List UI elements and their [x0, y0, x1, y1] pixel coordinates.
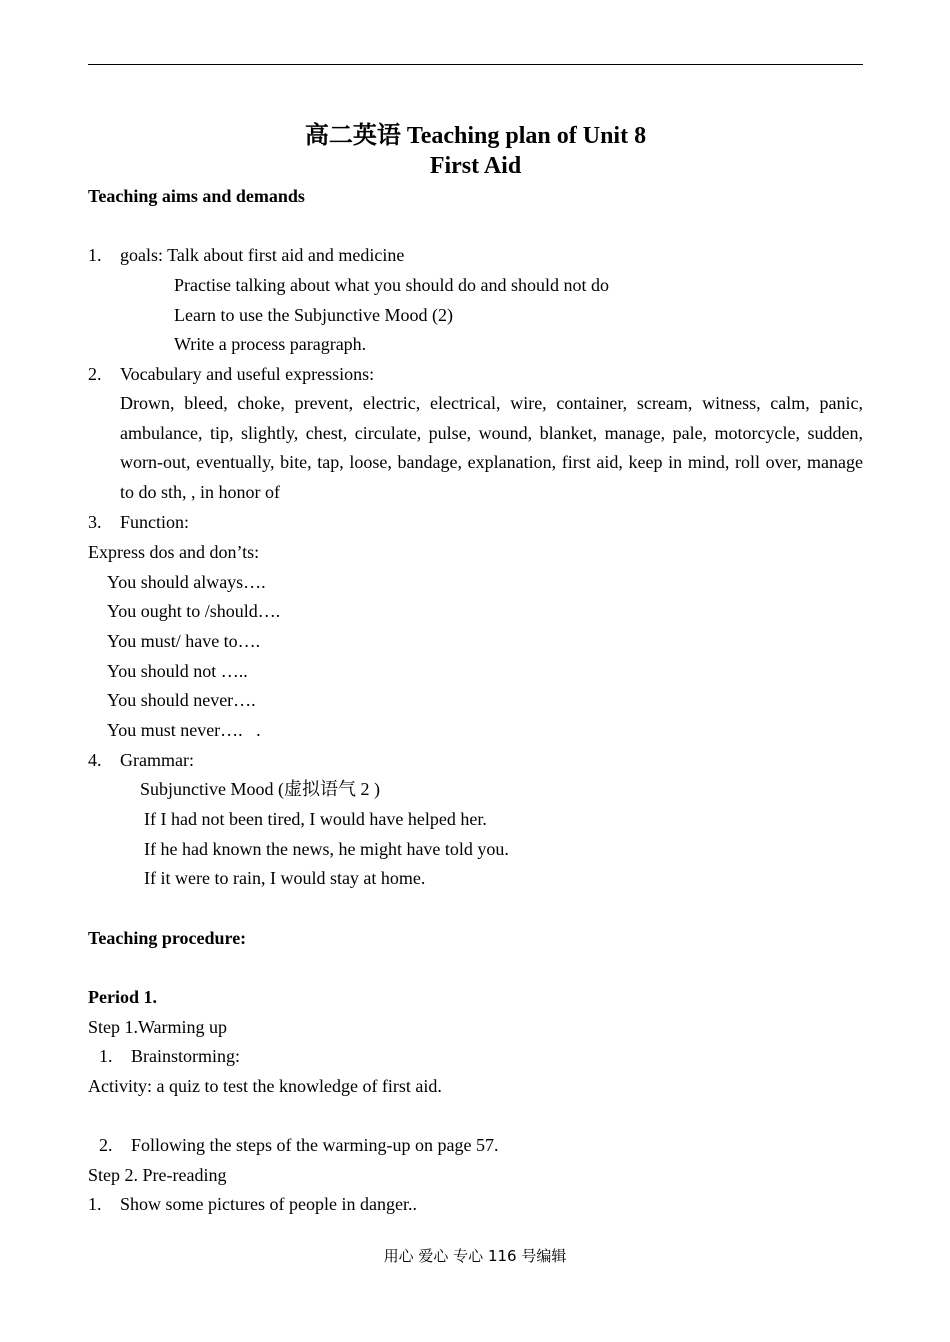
procedure-heading: Teaching procedure:	[88, 928, 247, 948]
period-heading: Period 1.	[88, 987, 157, 1007]
step-2-item-1-number: 1.	[88, 1194, 102, 1214]
page-footer: 用心 爱心 专心 116 号编辑	[383, 1247, 567, 1265]
aims-item-1-number: 1.	[88, 245, 102, 265]
header-rule	[88, 64, 863, 65]
aims-item-2	[88, 362, 374, 386]
aims-item-2-number: 2.	[88, 364, 102, 384]
activity-line: Activity: a quiz to test the knowledge of first aid.	[88, 1076, 442, 1096]
aims-item-3-text: Function:	[120, 512, 190, 532]
aims-item-3	[88, 510, 189, 534]
goal-line: Practise talking about what you should do and should not do	[174, 275, 609, 295]
step-1-item-1	[99, 1044, 240, 1068]
step-2-heading: Step 2. Pre-reading	[88, 1165, 227, 1185]
goal-line: Learn to use the Subjunctive Mood (2)	[174, 305, 453, 325]
aims-item-3-number: 3.	[88, 512, 102, 532]
grammar-example: If I had not been tired, I would have helped her.	[144, 809, 487, 829]
step-1-heading: Step 1.Warming up	[88, 1017, 228, 1037]
aims-heading: Teaching aims and demands	[88, 186, 305, 206]
aims-item-2-text: Vocabulary and useful expressions:	[120, 364, 375, 384]
function-phrase: You must/ have to….	[107, 631, 261, 651]
step-1-item-2	[99, 1133, 498, 1157]
function-phrase: You ought to /should….	[107, 601, 281, 621]
aims-item-1	[88, 243, 404, 267]
function-phrase: You must never…. .	[107, 720, 261, 740]
aims-item-4-number: 4.	[88, 750, 102, 770]
grammar-example: If he had known the news, he might have told you.	[144, 839, 509, 859]
step-1-item-1-number: 1.	[99, 1046, 113, 1066]
document-title: 高二英语 Teaching plan of Unit 8	[304, 123, 647, 149]
step-1-item-1-text: Brainstorming:	[131, 1046, 240, 1066]
grammar-topic: Subjunctive Mood (虚拟语气 2 )	[140, 779, 380, 799]
aims-item-1-text: goals: Talk about first aid and medicine	[120, 245, 405, 265]
step-1-item-2-number: 2.	[99, 1135, 113, 1155]
step-1-item-2-text: Following the steps of the warming-up on page 57.	[131, 1135, 499, 1155]
step-2-item-1	[88, 1192, 417, 1216]
grammar-example: If it were to rain, I would stay at home.	[144, 868, 426, 888]
aims-item-4-text: Grammar:	[120, 750, 194, 770]
function-phrase: You should always….	[107, 572, 266, 592]
function-intro: Express dos and don’ts:	[88, 542, 260, 562]
function-phrase: You should never….	[107, 690, 256, 710]
goal-line: Write a process paragraph.	[174, 334, 367, 354]
function-phrase: You should not …..	[107, 661, 248, 681]
aims-item-4	[88, 748, 194, 772]
step-2-item-1-text: Show some pictures of people in danger..	[120, 1194, 417, 1214]
document-subtitle: First Aid	[429, 153, 522, 179]
vocabulary-paragraph: Drown, bleed, choke, prevent, electric, electrical, wire, container, scream, witness, calm, panic, ambulance, tip, slightly, chest, circulate, pulse, wound, blanket, manage, pale, motorcycle, sudden, worn-out, eventually, bite, tap, loose, bandage, explanation, first aid, keep in mind, roll over, manage to do sth, , in honor of	[120, 393, 863, 503]
